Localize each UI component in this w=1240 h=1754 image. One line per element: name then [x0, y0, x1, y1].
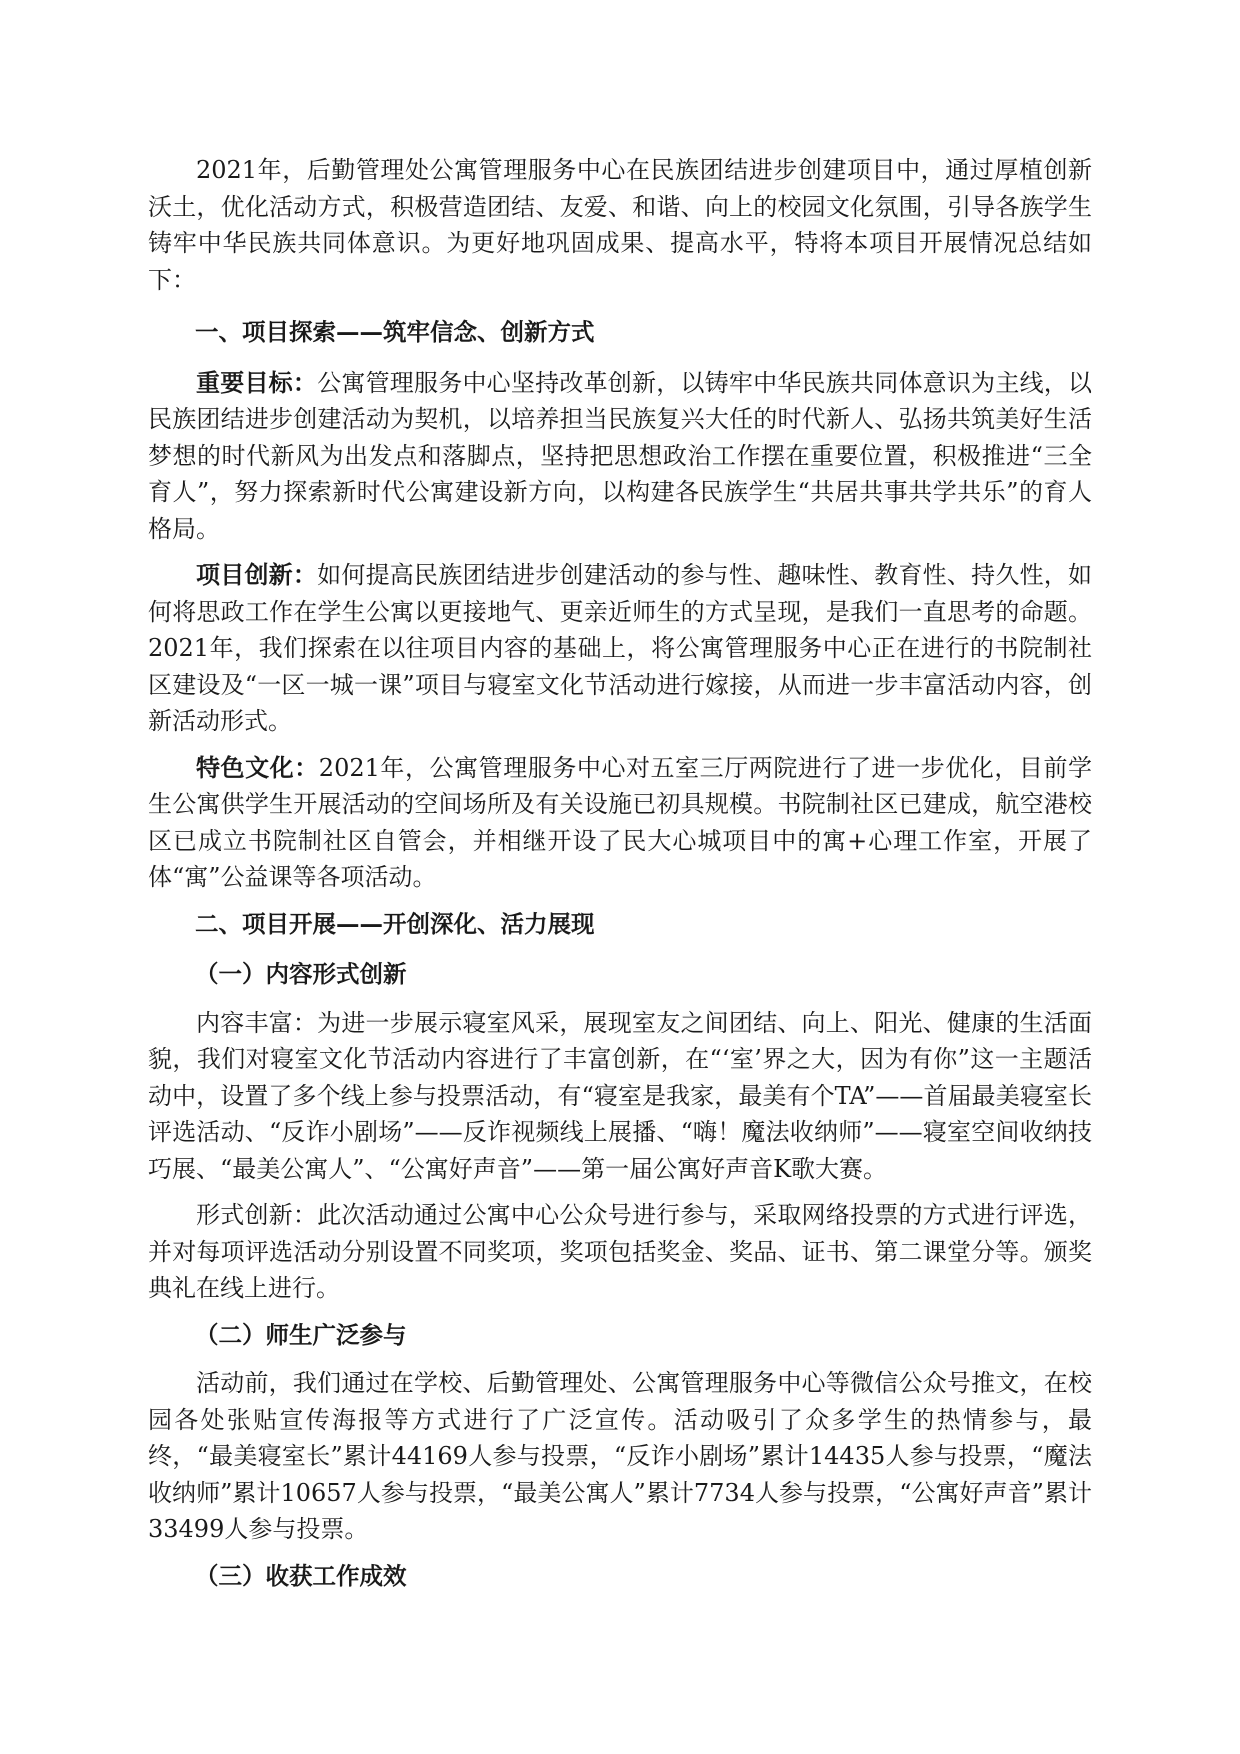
innovation-text: 如何提高民族团结进步创建活动的参与性、趣味性、教育性、持久性，如何将思政工作在学生公寓以更接地气、更亲近师生的方式呈现，是我们一直思考的命题。2021年，我们探索在以往项目内容的基础上，将公寓管理服务中心正在进行的书院制社区建设及“一区一城一课”项目与寝室文化节活动进行嫁接，从而进一步丰富活动内容，创新活动形式。	[148, 561, 1093, 735]
culture-paragraph	[148, 750, 1092, 896]
innovation-lead: 项目创新：	[196, 561, 318, 589]
innovation-paragraph	[148, 557, 1092, 740]
participation-paragraph: 活动前，我们通过在学校、后勤管理处、公寓管理服务中心等微信公众号推文，在校园各处张贴宣传海报等方式进行了广泛宣传。活动吸引了众多学生的热情参与，最终，“最美寝室长”累计44169人参与投票，“反诈小剧场”累计14435人参与投票，“魔法收纳师”累计10657人参与投票，“最美公寓人”累计7734人参与投票，“公寓好声音”累计33499人参与投票。	[148, 1369, 1092, 1543]
subsection-heading-1: （一）内容形式创新	[195, 960, 407, 988]
goal-paragraph	[148, 365, 1092, 548]
content-rich-paragraph: 内容丰富：为进一步展示寝室风采，展现室友之间团结、向上、阳光、健康的生活面貌，我们对寝室文化节活动内容进行了丰富创新，在“‘室’界之大，因为有你”这一主题活动中，设置了多个线上参与投票活动，有“寝室是我家，最美有个TA”——首届最美寝室长评选活动、“反诈小剧场”——反诈视频线上展播、“嗨！魔法收纳师”——寝室空间收纳技巧展、“最美公寓人”、“公寓好声音”——第一届公寓好声音K歌大赛。	[148, 1008, 1092, 1183]
section-heading-2: 二、项目开展——开创深化、活力展现	[195, 909, 595, 938]
culture-lead: 特色文化：	[196, 753, 319, 782]
intro-paragraph: 2021年，后勤管理处公寓管理服务中心在民族团结进步创建项目中，通过厚植创新沃土，优化活动方式，积极营造团结、友爱、和谐、向上的校园文化氛围，引导各族学生铸牢中华民族共同体意识。为更好地巩固成果、提高水平，特将本项目开展情况总结如下：	[148, 156, 1092, 294]
goal-lead: 重要目标：	[196, 368, 318, 397]
goal-text: 公寓管理服务中心坚持改革创新，以铸牢中华民族共同体意识为主线，以民族团结进步创建活动为契机，以培养担当民族复兴大任的时代新人、弘扬共筑美好生活梦想的时代新风为出发点和落脚点，坚持把思想政治工作摆在重要位置，积极推进“三全育人”，努力探索新时代公寓建设新方向，以构建各民族学生“共居共事共学共乐”的育人格局。	[148, 368, 1093, 543]
form-innovation-paragraph: 形式创新：此次活动通过公寓中心公众号进行参与，采取网络投票的方式进行评选，并对每项评选活动分别设置不同奖项，奖项包括奖金、奖品、证书、第二课堂分等。颁奖典礼在线上进行。	[148, 1201, 1092, 1302]
document-body	[148, 152, 1092, 1606]
section-heading-1: 一、项目探索——筑牢信念、创新方式	[195, 318, 595, 346]
subsection-heading-2: （二）师生广泛参与	[195, 1320, 407, 1349]
culture-text: 2021年，公寓管理服务中心对五室三厅两院进行了进一步优化，目前学生公寓供学生开展活动的空间场所及有关设施已初具规模。书院制社区已建成，航空港校区已成立书院制社区自管会，并相继开设了民大心城项目中的寓+心理工作室，开展了体“寓”公益课等各项活动。	[148, 753, 1093, 891]
subsection-heading-3: （三）收获工作成效	[195, 1561, 407, 1590]
